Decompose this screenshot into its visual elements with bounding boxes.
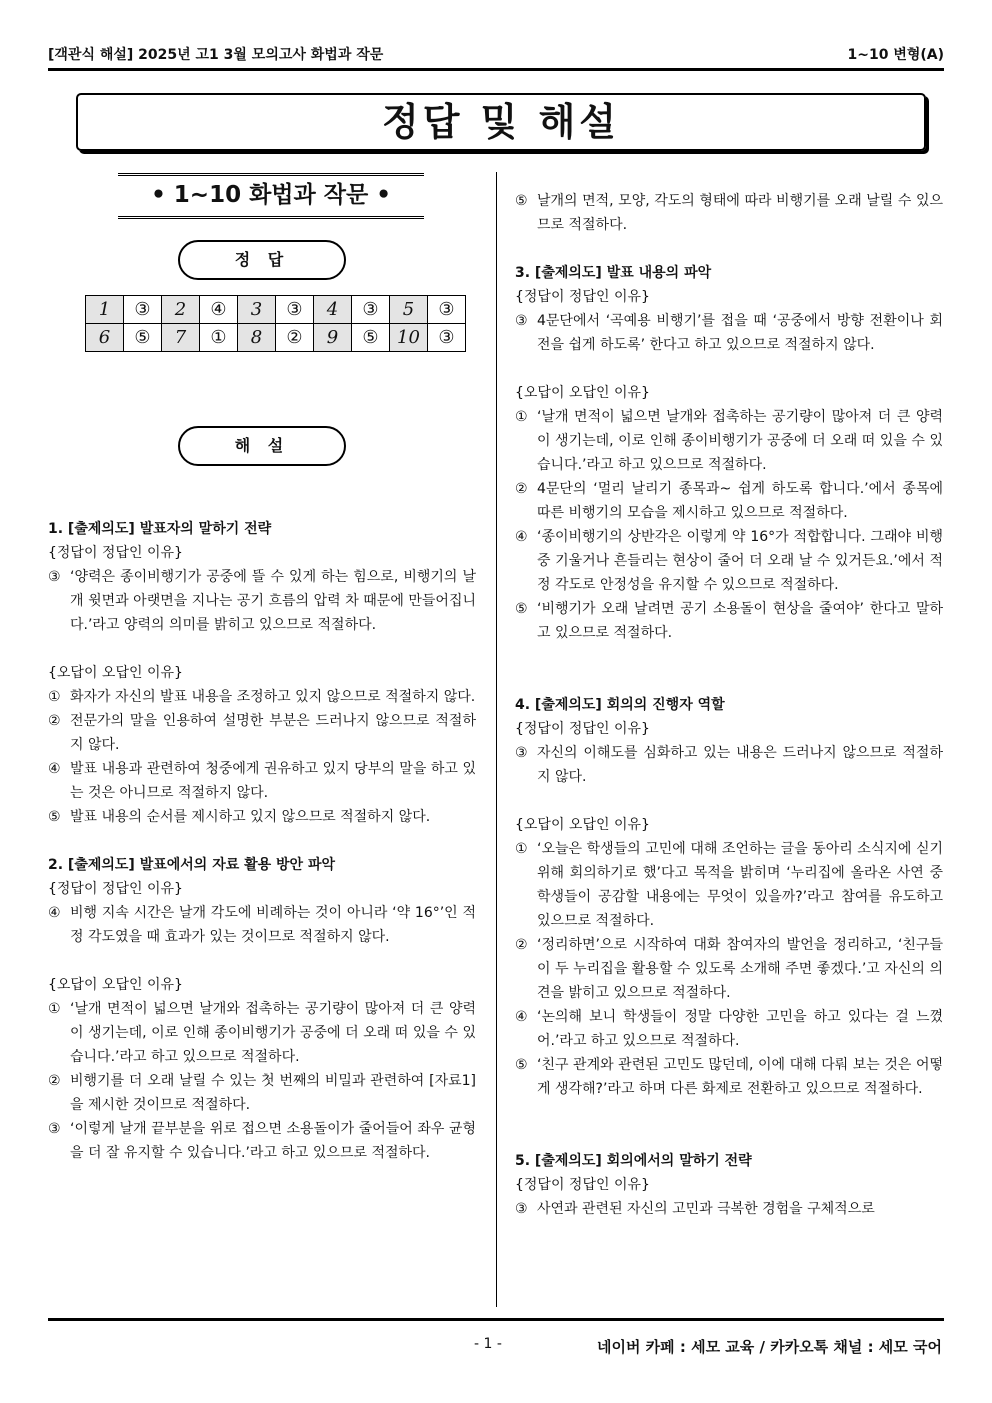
spacer <box>515 645 943 669</box>
explanation-item <box>48 1117 476 1165</box>
answer-row <box>86 296 466 324</box>
reason-label: {오답이 오답인 이유} <box>48 977 183 993</box>
question-number: 10 <box>390 324 428 352</box>
answer-choice: ③ <box>428 296 466 324</box>
choice-marker: ③ <box>515 1201 528 1217</box>
choice-marker: ④ <box>515 529 528 545</box>
explanation-text: ‘친구 관계와 관련된 고민도 많던데, 이에 대해 다뤄 보는 것은 어떻게 생각해?’라고 하며 다른 화제로 전환하고 있으므로 적절하다. <box>537 1057 943 1097</box>
explanation-text: 화자가 자신의 발표 내용을 조정하고 있지 않으므로 적절하지 않다. <box>70 689 476 705</box>
spacer <box>48 637 476 661</box>
reason-label: {정답이 정답인 이유} <box>48 881 183 897</box>
spacer <box>515 357 943 381</box>
choice-marker: ② <box>48 1073 61 1089</box>
question-number: 8 <box>238 324 276 352</box>
page-header <box>48 44 944 66</box>
explain-label: 해 설 <box>178 426 346 466</box>
spacer <box>515 789 943 813</box>
answer-choice: ③ <box>428 324 466 352</box>
explanation-item <box>515 477 943 525</box>
question-number: 2 <box>162 296 200 324</box>
question-heading: 3. [출제의도] 발표 내용의 파악 <box>515 265 712 281</box>
choice-marker: ② <box>48 713 61 729</box>
column-divider <box>496 172 497 1307</box>
question-number: 9 <box>314 324 352 352</box>
answer-label: 정 답 <box>178 240 346 280</box>
reason-label: {오답이 오답인 이유} <box>515 385 650 401</box>
footer-credit: 네이버 카페 : 세모 교육 / 카카오톡 채널 : 세모 국어 <box>596 1338 942 1356</box>
explanation-text: ‘정리하면’으로 시작하여 대화 참여자의 발언을 정리하고, ‘친구들이 두 누리집을 활용할 수 있도록 소개해 주면 좋겠다.’고 자신의 의견을 밝히고 있으므로 적절하다. <box>537 937 943 1001</box>
answer-choice: ① <box>200 324 238 352</box>
choice-marker: ⑤ <box>515 193 528 209</box>
spacer <box>515 1101 943 1125</box>
explanation-item <box>515 933 943 1005</box>
explanation-item <box>515 741 943 789</box>
question-number: 1 <box>86 296 124 324</box>
question-heading: 2. [출제의도] 발표에서의 자료 활용 방안 파악 <box>48 857 336 873</box>
choice-marker: ⑤ <box>515 1057 528 1073</box>
question-number: 7 <box>162 324 200 352</box>
answer-choice: ③ <box>276 296 314 324</box>
header-title: [객관식 해설] 2025년 고1 3월 모의고사 화법과 작문 <box>48 47 384 63</box>
answer-choice: ② <box>276 324 314 352</box>
choice-marker: ① <box>515 409 528 425</box>
spacer <box>515 669 943 693</box>
explanation-text: 발표 내용과 관련하여 청중에게 권유하고 있지 당부의 말을 하고 있는 것은 아니므로 적절하지 않다. <box>70 761 476 801</box>
explanation-item <box>515 405 943 477</box>
explanation-item <box>515 597 943 645</box>
explanation-text: 4문단에서 ‘곡예용 비행기’를 접을 때 ‘공중에서 방향 전환이나 회전을 쉽게 하도록’ 한다고 하고 있으므로 적절하지 않다. <box>537 313 943 353</box>
answer-choice: ④ <box>200 296 238 324</box>
page-number: - 1 - <box>474 1336 502 1352</box>
explanation-text: ‘양력은 종이비행기가 공중에 뜰 수 있게 하는 힘으로, 비행기의 날개 윗면과 아랫면을 지나는 공기 흐름의 압력 차 때문에 만들어집니다.’라고 양력의 의미를 밝히고 있으므로 적절하다. <box>70 569 476 633</box>
answer-table <box>85 295 466 352</box>
explanation-text: ‘이렇게 날개 끝부분을 위로 접으면 소용돌이가 줄어들어 좌우 균형을 더 잘 유지할 수 있습니다.’라고 하고 있으므로 적절하다. <box>70 1121 476 1161</box>
explanation-item <box>515 1005 943 1053</box>
explanation-item <box>48 757 476 805</box>
choice-marker: ⑤ <box>515 601 528 617</box>
explanation-text: ‘날개 면적이 넓으면 날개와 접촉하는 공기량이 많아져 더 큰 양력이 생기는데, 이로 인해 종이비행기가 공중에 더 오래 떠 있을 수 있습니다.’라고 하고 있으므로 적절하다. <box>70 1001 476 1065</box>
choice-marker: ④ <box>48 761 61 777</box>
footer-rule <box>48 1318 944 1321</box>
choice-marker: ④ <box>48 905 61 921</box>
choice-marker: ④ <box>515 1009 528 1025</box>
explanation-text: 자신의 이해도를 심화하고 있는 내용은 드러나지 않으므로 적절하지 않다. <box>537 745 943 785</box>
question-heading: 5. [출제의도] 회의에서의 말하기 전략 <box>515 1153 752 1169</box>
explanation-item <box>48 709 476 757</box>
explanation-text: 비행 지속 시간은 날개 각도에 비례하는 것이 아니라 ‘약 16°’인 적정 각도였을 때 효과가 있는 것이므로 적절하지 않다. <box>70 905 476 945</box>
choice-marker: ① <box>515 841 528 857</box>
reason-label: {오답이 오답인 이유} <box>48 665 183 681</box>
choice-marker: ③ <box>515 745 528 761</box>
explanation-item <box>515 525 943 597</box>
reason-label: {정답이 정답인 이유} <box>515 289 650 305</box>
explanation-text: 발표 내용의 순서를 제시하고 있지 않으므로 적절하지 않다. <box>70 809 431 825</box>
question-number: 4 <box>314 296 352 324</box>
question-heading: 1. [출제의도] 발표자의 말하기 전략 <box>48 521 272 537</box>
section-title: • 1~10 화법과 작문 • <box>118 173 424 219</box>
choice-marker: ② <box>515 481 528 497</box>
title-box <box>76 93 926 151</box>
choice-marker: ⑤ <box>48 809 61 825</box>
explanation-item <box>48 565 476 637</box>
explanation-item <box>48 997 476 1069</box>
reason-label: {정답이 정답인 이유} <box>48 545 183 561</box>
explanation-text: ‘종이비행기의 상반각은 이렇게 약 16°가 적합합니다. 그래야 비행 중 기울거나 흔들리는 현상이 줄어 더 오래 날 수 있거든요.’에서 적정 각도로 안정성을 유지할 수 있으므로 적절하다. <box>537 529 943 593</box>
left-column <box>48 517 476 1165</box>
question-number: 3 <box>238 296 276 324</box>
choice-marker: ② <box>515 937 528 953</box>
header-rule <box>48 68 944 71</box>
choice-marker: ③ <box>48 1121 61 1137</box>
question-number: 5 <box>390 296 428 324</box>
spacer <box>48 949 476 973</box>
explanation-item <box>515 309 943 357</box>
question-number: 6 <box>86 324 124 352</box>
explanation-item <box>48 685 476 709</box>
explanation-item <box>515 1197 943 1221</box>
spacer <box>515 1125 943 1149</box>
explanation-text: 4문단의 ‘멀리 날리기 종목과~ 쉽게 하도록 합니다.’에서 종목에 따른 비행기의 모습을 제시하고 있으므로 적절하다. <box>537 481 943 521</box>
answer-choice: ⑤ <box>124 324 162 352</box>
explanation-text: 사연과 관련된 자신의 고민과 극복한 경험을 구체적으로 <box>537 1201 875 1217</box>
choice-marker: ③ <box>515 313 528 329</box>
explanation-item <box>48 901 476 949</box>
spacer <box>515 237 943 261</box>
answer-choice: ③ <box>124 296 162 324</box>
explanation-item <box>48 1069 476 1117</box>
choice-marker: ③ <box>48 569 61 585</box>
explanation-item <box>515 189 943 237</box>
page-title: 정답 및 해설 <box>382 100 620 144</box>
explanation-item <box>515 837 943 933</box>
explanation-item <box>48 805 476 829</box>
choice-marker: ① <box>48 689 61 705</box>
explanation-text: ‘날개 면적이 넓으면 날개와 접촉하는 공기량이 많아져 더 큰 양력이 생기는데, 이로 인해 종이비행기가 공중에 더 오래 떠 있을 수 있습니다.’라고 하고 있으므로 적절하다. <box>537 409 943 473</box>
reason-label: {오답이 오답인 이유} <box>515 817 650 833</box>
question-heading: 4. [출제의도] 회의의 진행자 역할 <box>515 697 725 713</box>
explanation-text: 비행기를 더 오래 날릴 수 있는 첫 번째의 비밀과 관련하여 [자료1]을 제시한 것이므로 적절하다. <box>70 1073 476 1113</box>
explanation-item <box>515 1053 943 1101</box>
explanation-text: 전문가의 말을 인용하여 설명한 부분은 드러나지 않으므로 적절하지 않다. <box>70 713 476 753</box>
choice-marker: ① <box>48 1001 61 1017</box>
header-range: 1~10 변형(A) <box>847 47 944 63</box>
answer-row <box>86 324 466 352</box>
right-column <box>515 189 943 1221</box>
explanation-text: 날개의 면적, 모양, 각도의 형태에 따라 비행기를 오래 날릴 수 있으므로 적절하다. <box>537 193 943 233</box>
answer-choice: ③ <box>352 296 390 324</box>
explanation-text: ‘비행기가 오래 날려면 공기 소용돌이 현상을 줄여야’ 한다고 말하고 있으므로 적절하다. <box>537 601 943 641</box>
explanation-text: ‘오늘은 학생들의 고민에 대해 조언하는 글을 동아리 소식지에 싣기 위해 회의하기로 했’다고 목적을 밝히며 ‘누리집에 올라온 사연 중 학생들이 공감할 내용에는 무엇이 있을까?’라고 참여를 유도하고 있으므로 적절하다. <box>537 841 943 929</box>
explanation-text: ‘논의해 보니 학생들이 정말 다양한 고민을 하고 있다는 걸 느꼈어.’라고 하고 있으므로 적절하다. <box>537 1009 943 1049</box>
reason-label: {정답이 정답인 이유} <box>515 721 650 737</box>
spacer <box>48 829 476 853</box>
reason-label: {정답이 정답인 이유} <box>515 1177 650 1193</box>
answer-choice: ⑤ <box>352 324 390 352</box>
